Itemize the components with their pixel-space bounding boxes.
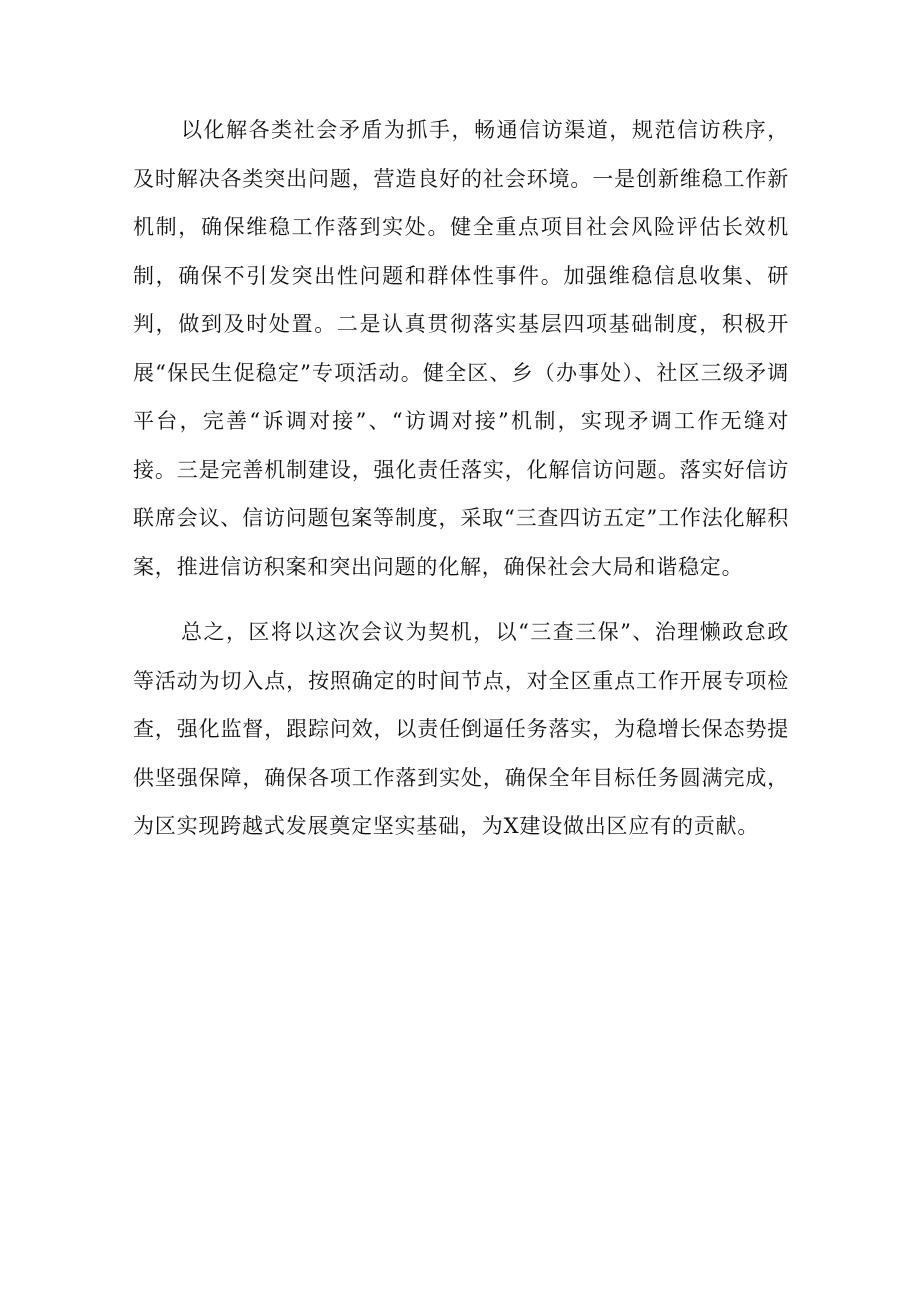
body-paragraph: 以化解各类社会矛盾为抓手，畅通信访渠道，规范信访秩序，及时解决各类突出问题，营造良好的社会环境。一是创新维稳工作新机制，确保维稳工作落到实处。健全重点项目社会风险评估长效机制，确保不引发突出性问题和群体性事件。加强维稳信息收集、研判，做到及时处置。二是认真贯彻落实基层四项基础制度，积极开展“保民生促稳定”专项活动。健全区、乡（办事处）、社区三级矛调平台，完善“诉调对接”、“访调对接”机制，实现矛调工作无缝对接。三是完善机制建设，强化责任落实，化解信访问题。落实好信访联席会议、信访问题包案等制度，采取“三查四访五定”工作法化解积案，推进信访积案和突出问题的化解，确保社会大局和谐稳定。 — [133, 118, 789, 579]
body-paragraph: 总之，区将以这次会议为契机，以“三查三保”、治理懒政怠政等活动为切入点，按照确定的时间节点，对全区重点工作开展专项检查，强化监督，跟踪问效，以责任倒逼任务落实，为稳增长保态势提供坚强保障，确保各项工作落到实处，确保全年目标任务圆满完成，为区实现跨越式发展奠定坚实基础，为X建设做出区应有的贡献。 — [133, 620, 789, 838]
